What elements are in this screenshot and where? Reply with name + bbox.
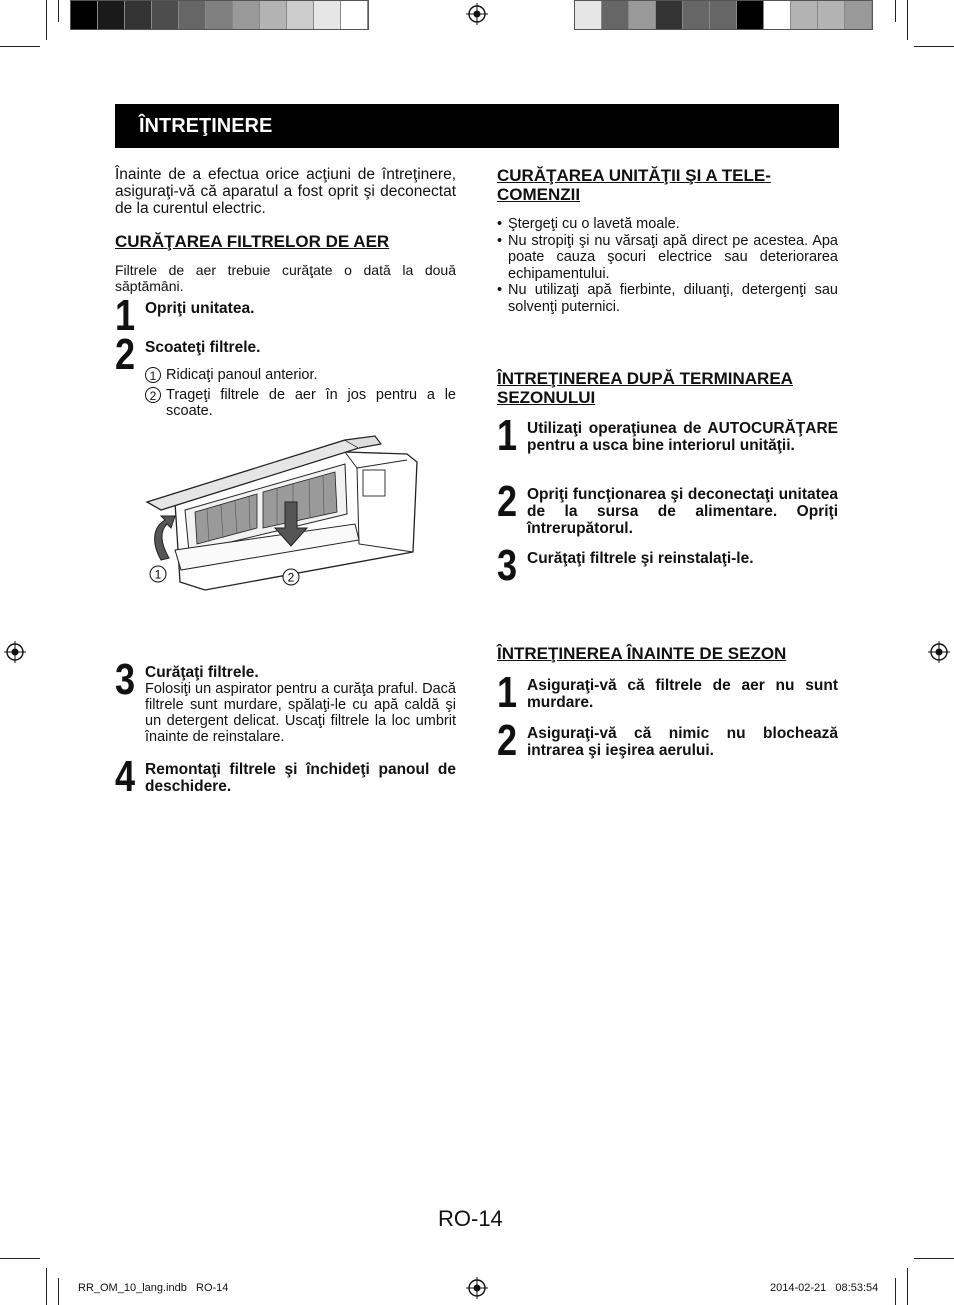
registration-mark-icon xyxy=(466,1277,488,1299)
registration-mark-icon xyxy=(928,641,950,663)
footer-timestamp: 2014-02-21 08:53:54 xyxy=(770,1282,879,1294)
filter-step-4 xyxy=(115,752,456,801)
filters-note: Filtrele de aer trebuie curăţate o dată la două săptămâni. xyxy=(115,262,456,294)
page-title: ÎNTREŢINERE xyxy=(115,104,839,148)
color-swatch xyxy=(71,1,98,29)
color-swatch xyxy=(98,1,125,29)
step-number: 1 xyxy=(497,668,518,717)
crop-mark xyxy=(46,0,47,40)
circled-number: 2 xyxy=(145,387,161,403)
step-number: 2 xyxy=(497,716,518,765)
before-season-section xyxy=(497,644,838,663)
step-text: Asiguraţi-vă că filtrele de aer nu sunt murdare. xyxy=(527,677,838,711)
step-text: Curăţaţi filtrele. xyxy=(145,664,259,681)
step-number: 1 xyxy=(115,291,136,340)
step-text: Scoateţi filtrele. xyxy=(145,339,261,356)
left-column xyxy=(115,166,456,217)
filters-section xyxy=(115,232,456,294)
color-swatch xyxy=(260,1,287,29)
crop-mark xyxy=(907,0,908,40)
before-step-1 xyxy=(497,668,838,717)
color-swatch xyxy=(791,1,818,29)
crop-mark xyxy=(58,0,59,22)
after-season-heading: ÎNTREŢINEREA DUPĂ TERMINAREA SEZONULUI xyxy=(497,369,793,407)
after-step-1 xyxy=(497,411,838,460)
callout-1: 1 xyxy=(154,567,162,582)
step-text: Remontaţi filtrele şi închideţi panoul de deschidere. xyxy=(145,761,456,795)
filter-step-1 xyxy=(115,291,456,340)
color-swatch xyxy=(152,1,179,29)
color-swatch xyxy=(845,1,872,29)
step-number: 4 xyxy=(115,752,136,801)
color-swatch xyxy=(629,1,656,29)
color-bar-left xyxy=(70,0,369,30)
sub-step-text: Ridicaţi panoul anterior. xyxy=(166,367,318,383)
circled-number: 1 xyxy=(145,367,161,383)
before-step-2 xyxy=(497,716,838,765)
unit-heading: CURĂŢAREA UNITĂŢII ŞI A TELECOMENZII xyxy=(497,166,771,204)
color-swatch xyxy=(818,1,845,29)
unit-bullet-list xyxy=(497,216,838,315)
sub-step-text: Trageţi filtrele de aer în jos pentru a le scoate. xyxy=(166,387,456,419)
crop-mark xyxy=(46,1268,47,1305)
crop-mark xyxy=(907,1268,908,1305)
step-number: 3 xyxy=(115,655,136,704)
crop-mark xyxy=(914,1258,954,1259)
crop-mark xyxy=(895,0,896,22)
crop-mark xyxy=(58,1278,59,1305)
color-swatch xyxy=(314,1,341,29)
intro-paragraph: Înainte de a efectua orice acţiuni de întreţinere, asiguraţi-vă că aparatul a fost oprit şi deconectat de la curentul electric. xyxy=(115,166,456,217)
color-swatch xyxy=(683,1,710,29)
list-item: • Nu utilizaţi apă fierbinte, diluanţi, detergenţi sau solvenţi puternici. xyxy=(497,282,838,315)
before-season-heading: ÎNTREŢINEREA ÎNAINTE DE SEZON xyxy=(497,644,787,663)
color-swatch xyxy=(575,1,602,29)
registration-mark-icon xyxy=(4,641,26,663)
color-swatch xyxy=(710,1,737,29)
crop-mark xyxy=(0,46,40,47)
step-detail: Folosiţi un aspirator pentru a curăţa praful. Dacă filtrele sunt murdare, spălaţi-le cu apă caldă şi un detergent delicat. Uscaţi filtrele la loc umbrit înainte de reinstalare. xyxy=(145,681,456,745)
color-swatch xyxy=(179,1,206,29)
color-swatch xyxy=(341,1,368,29)
color-swatch xyxy=(764,1,791,29)
callout-2: 2 xyxy=(287,570,295,585)
step-number: 2 xyxy=(497,477,518,526)
color-swatch xyxy=(602,1,629,29)
color-swatch xyxy=(287,1,314,29)
crop-mark xyxy=(914,46,954,47)
unit-cleaning-section xyxy=(497,166,838,315)
step-text: Curăţaţi filtrele şi reinstalaţi-le. xyxy=(527,550,754,567)
sub-step xyxy=(145,367,456,383)
list-item: • Nu stropiţi şi nu vărsaţi apă direct pe acestea. Apa poate cauza şocuri electrice sau deteriorarea echipamentului. xyxy=(497,233,838,283)
crop-mark xyxy=(895,1278,896,1305)
color-swatch xyxy=(206,1,233,29)
color-swatch xyxy=(656,1,683,29)
crop-mark xyxy=(0,1258,40,1259)
footer-file: RR_OM_10_lang.indb RO-14 xyxy=(78,1282,229,1294)
color-swatch xyxy=(125,1,152,29)
filters-heading: CURĂŢAREA FILTRELOR DE AER xyxy=(115,232,390,251)
registration-mark-icon xyxy=(466,3,488,25)
sub-step xyxy=(145,387,456,419)
color-bar-right xyxy=(574,0,873,30)
after-step-3 xyxy=(497,541,838,590)
step-number: 3 xyxy=(497,541,518,590)
after-step-2 xyxy=(497,477,838,537)
page-number: RO-14 xyxy=(438,1206,503,1231)
color-swatch xyxy=(233,1,260,29)
after-season-section xyxy=(497,369,838,407)
air-conditioner-illustration xyxy=(145,432,420,592)
step-number: 1 xyxy=(497,411,518,460)
step-text: Asiguraţi-vă că nimic nu blochează intrarea şi ieşirea aerului. xyxy=(527,725,838,759)
filter-step-3 xyxy=(115,655,456,745)
step-number: 2 xyxy=(115,330,136,379)
list-item: • Ştergeţi cu o lavetă moale. xyxy=(497,216,838,233)
step-text: Opriţi unitatea. xyxy=(145,300,255,317)
color-swatch xyxy=(737,1,764,29)
step-text: Utilizaţi operaţiunea de AUTOCURĂŢARE pentru a usca bine interiorul unităţii. xyxy=(527,420,838,454)
filter-step-2 xyxy=(115,330,456,419)
step-text: Opriţi funcţionarea şi deconectaţi unitatea de la sursa de alimentare. Opriţi întrerupătorul. xyxy=(527,486,838,537)
